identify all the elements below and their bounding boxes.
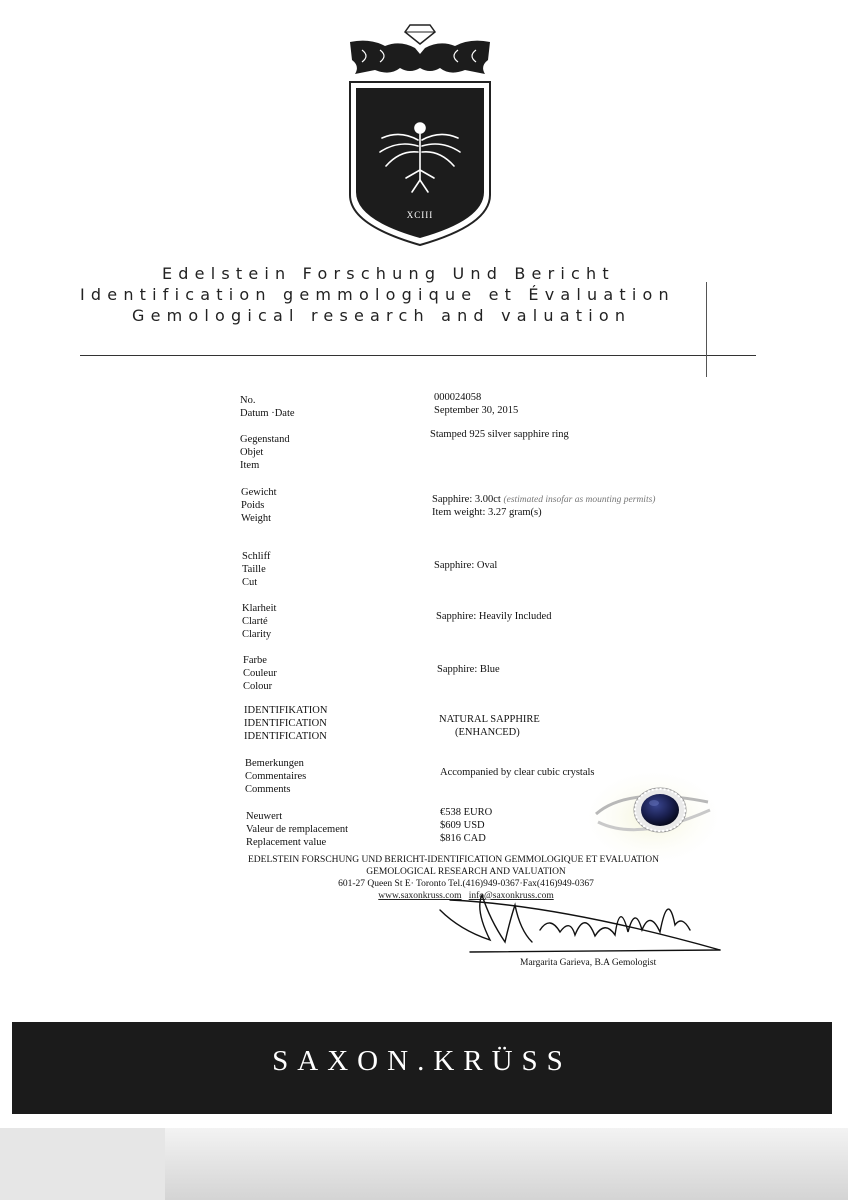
label-object-en: Item [240, 460, 260, 471]
colour-value: Sapphire: Blue [437, 664, 500, 675]
header-title-german: Edelstein Forschung Und Bericht [162, 264, 615, 283]
label-value-en: Replacement value [246, 837, 327, 848]
label-identification-fr: IDENTIFICATION [244, 718, 327, 729]
item-weight-value: Item weight: 3.27 gram(s) [432, 507, 542, 518]
label-cut-de: Schliff [242, 551, 271, 562]
header-vertical-mark [706, 282, 707, 377]
value-euro: €538 EURO [440, 807, 493, 818]
label-clarity-fr: Clarté [242, 616, 268, 627]
clarity-value: Sapphire: Heavily Included [436, 611, 552, 622]
label-comments-fr: Commentaires [245, 771, 307, 782]
website-link[interactable]: www.saxonkruss.com [378, 891, 462, 901]
header-divider [80, 355, 756, 356]
label-date: Datum ·Date [240, 408, 295, 419]
scan-edge-corner [0, 1128, 165, 1200]
cut-value: Sapphire: Oval [434, 560, 498, 571]
value-cad: $816 CAD [440, 833, 486, 844]
report-number: 000024058 [434, 392, 482, 403]
label-clarity-en: Clarity [242, 629, 272, 640]
label-identification-en: IDENTIFICATION [244, 731, 327, 742]
label-comments-de: Bemerkungen [245, 758, 304, 769]
crest-numeral: XCIII [406, 210, 434, 220]
label-identification-de: IDENTIFIKATION [244, 705, 328, 716]
identification-treatment: (ENHANCED) [455, 727, 520, 738]
email-link[interactable]: info@saxonkruss.com [468, 891, 554, 901]
footer-line-1: EDELSTEIN FORSCHUNG UND BERICHT-IDENTIFICATION GEMMOLOGIQUE ET EVALUATION [248, 855, 659, 865]
report-date: September 30, 2015 [434, 405, 519, 416]
header-title-french: Identification gemmologique et Évaluation [80, 285, 675, 304]
crest-logo [340, 20, 500, 250]
label-number: No. [240, 395, 256, 406]
label-colour-fr: Couleur [243, 668, 277, 679]
header-title-english: Gemological research and valuation [132, 306, 632, 325]
label-cut-en: Cut [242, 577, 258, 588]
object-value: Stamped 925 silver sapphire ring [430, 429, 569, 440]
label-weight-fr: Poids [241, 500, 265, 511]
label-cut-fr: Taille [242, 564, 266, 575]
label-weight-en: Weight [241, 513, 272, 524]
label-colour-de: Farbe [243, 655, 267, 666]
brand-name: SAXON.KRÜSS [272, 1045, 572, 1077]
label-comments-en: Comments [245, 784, 291, 795]
signatory-name: Margarita Garieva, B.A Gemologist [520, 958, 657, 968]
ring-photo [588, 772, 718, 862]
label-clarity-de: Klarheit [242, 603, 277, 614]
signature [420, 870, 730, 960]
identification-value: NATURAL SAPPHIRE [439, 714, 540, 725]
footer-line-3: 601-27 Queen St E· Toronto Tel.(416)949-0367·Fax(416)949-0367 [338, 879, 594, 889]
label-colour-en: Colour [243, 681, 273, 692]
label-value-de: Neuwert [246, 811, 283, 822]
weight-value: Sapphire: 3.00ct (estimated insofar as mounting permits) [432, 494, 656, 505]
value-usd: $609 USD [440, 820, 485, 831]
comments-value: Accompanied by clear cubic crystals [440, 767, 595, 778]
footer-line-2: GEMOLOGICAL RESEARCH AND VALUATION [366, 867, 566, 877]
label-weight-de: Gewicht [241, 487, 277, 498]
label-object-de: Gegenstand [240, 434, 290, 445]
weight-estimate-note: (estimated insofar as mounting permits) [503, 495, 656, 505]
label-value-fr: Valeur de remplacement [246, 824, 349, 835]
label-object-fr: Objet [240, 447, 264, 458]
